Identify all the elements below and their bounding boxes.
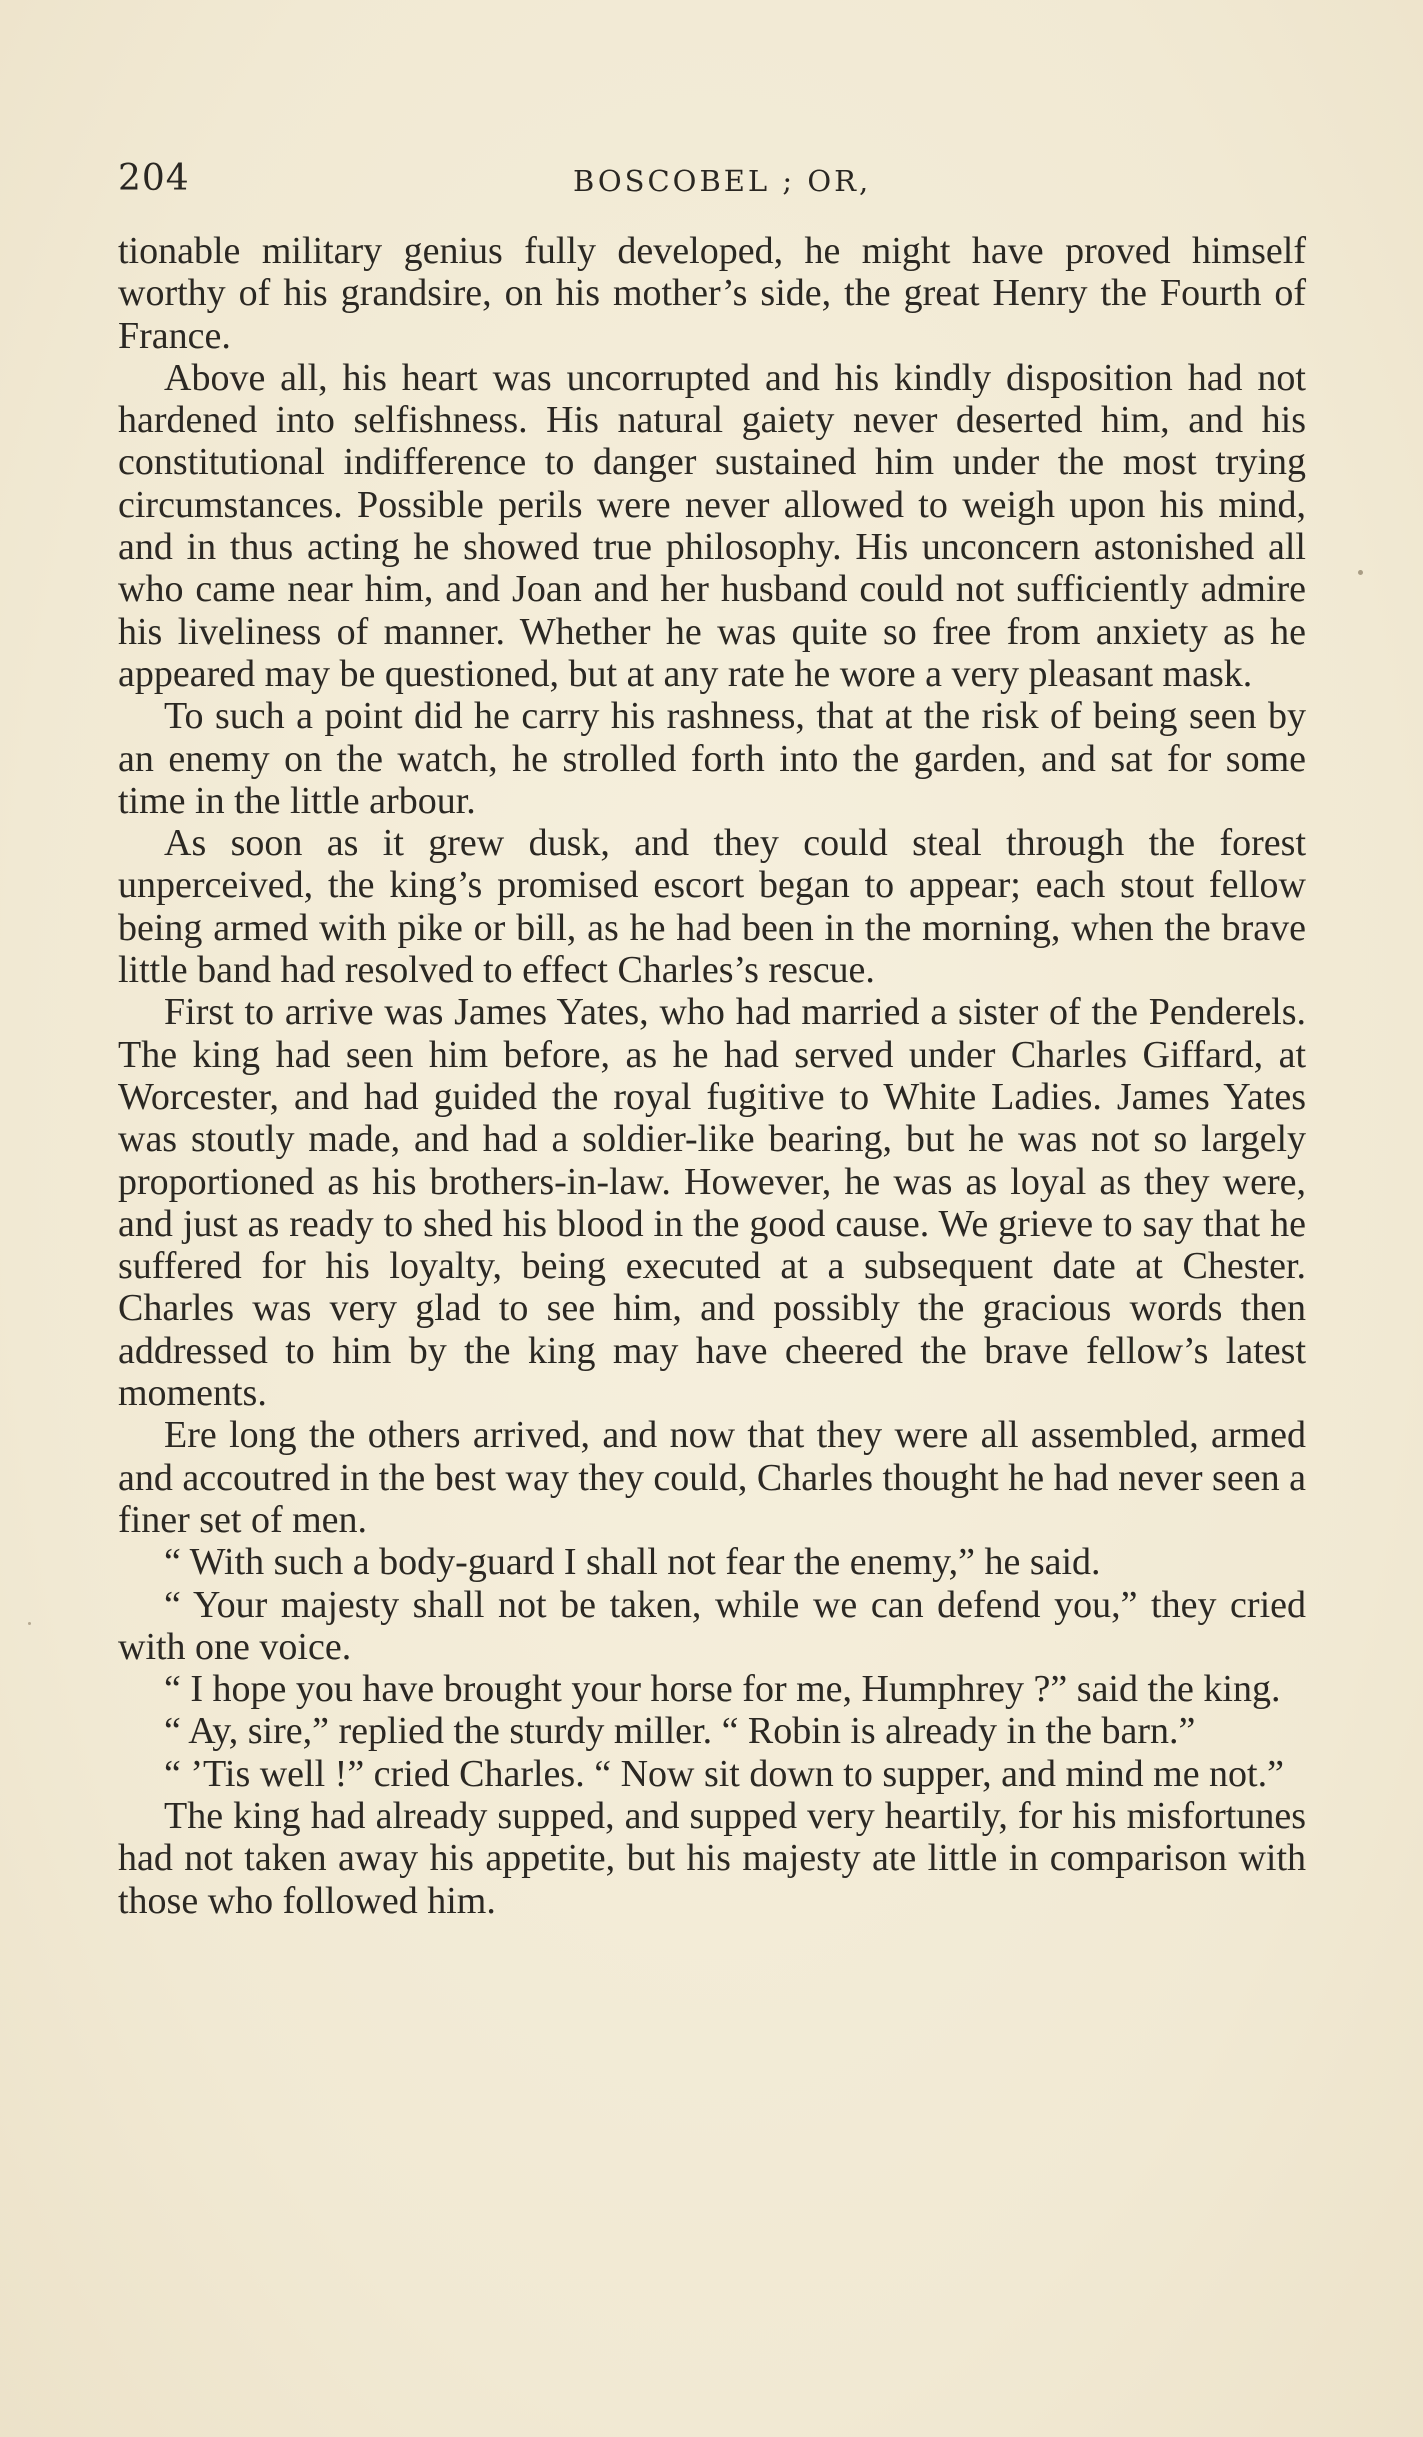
paragraph-body-guard: “ With such a body-guard I shall not fear the enemy,” he said. <box>164 1541 1101 1584</box>
paragraph-robin: “ Ay, sire,” replied the sturdy miller. “ Robin is already in the barn.” <box>164 1710 1196 1753</box>
paragraph-rashness: To such a point did he carry his rashness, that at the risk of being seen by an enemy on the watch, he strolled forth into the garden, and sat for some time in the little arbour. <box>118 695 1306 822</box>
paragraph-continued: tionable military genius fully developed, he might have proved himself worthy of his grandsire, on his mother’s side, the great Henry the Fourth of France. <box>118 230 1306 357</box>
paragraph-disposition: Above all, his heart was uncorrupted and his kindly disposition had not hardened into selfishness. His natural gaiety never deserted him, and his constitutional indifference to danger sustained him under the most trying circumstances. Possible perils were never allowed to weigh upon his mind, and in thus acting he showed true philosophy. His unconcern astonished all who came near him, and Joan and her husband could not sufficiently admire his liveliness of manner. Whether he was quite so free from anxiety as he appeared may be questioned, but at any rate he wore a very pleasant mask. <box>118 356 1306 695</box>
page-number: 204 <box>118 158 190 199</box>
page-header <box>118 158 1306 208</box>
paragraph-defend: “ Your majesty shall not be taken, while we can defend you,” they cried with one voice. <box>118 1583 1306 1668</box>
paragraph-james-yates: First to arrive was James Yates, who had married a sister of the Penderels. The king had seen him before, as he had served under Charles Giffard, at Worcester, and had guided the royal fugitive to White Ladies. James Yates was stoutly made, and had a soldier-like bearing, but he was not so largely proportioned as his brothers-in-law. However, he was as loyal as they were, and just as ready to shed his blood in the good cause. We grieve to say that he suffered for his loyalty, being executed at a subsequent date at Chester. Charles was very glad to see him, and possibly the gracious words then addressed to him by the king may have cheered the brave fellow’s latest moments. <box>118 991 1306 1415</box>
paragraph-assembled: Ere long the others arrived, and now that they were all assembled, armed and accoutred in the best way they could, Charles thought he had never seen a finer set of men. <box>118 1414 1306 1541</box>
paragraph-appetite: The king had already supped, and supped very heartily, for his misfortunes had not taken away his appetite, but his majesty ate little in comparison with those who followed him. <box>118 1794 1306 1922</box>
print-speck <box>1358 570 1363 575</box>
paragraph-escort: As soon as it grew dusk, and they could steal through the forest unperceived, the king’s promised escort began to appear; each stout fellow being armed with pike or bill, as he had been in the morning, when the brave little band had resolved to effect Charles’s rescue. <box>118 822 1306 992</box>
paragraph-horse: “ I hope you have brought your horse for me, Humphrey ?” said the king. <box>164 1668 1281 1711</box>
paragraph-supper: “ ’Tis well !” cried Charles. “ Now sit down to supper, and mind me not.” <box>164 1752 1284 1795</box>
body-text <box>118 230 1306 1922</box>
print-speck <box>28 1622 31 1625</box>
running-title: BOSCOBEL ; OR, <box>573 164 872 198</box>
